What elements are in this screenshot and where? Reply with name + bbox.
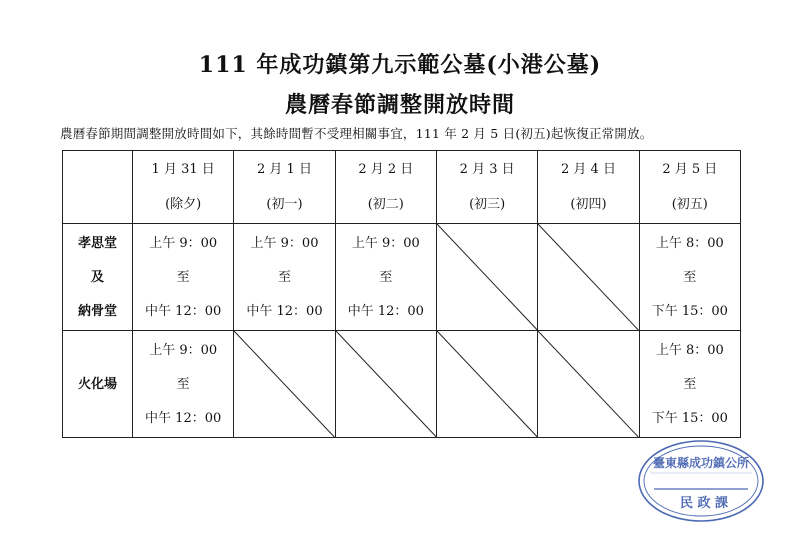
diagonal-slash <box>538 224 638 330</box>
diagonal-slash <box>437 224 537 330</box>
open-time: 上午 9：00 <box>149 342 218 358</box>
row-label-line: 及 <box>90 269 104 285</box>
close-time: 中午 12：00 <box>145 410 222 426</box>
column-header <box>335 151 436 224</box>
open-time: 上午 8：00 <box>655 342 724 358</box>
column-date: 2 月 3 日 <box>459 161 515 177</box>
intro-text: 農曆春節期間調整開放時間如下，其餘時間暫不受理相關事宜，111 年 2 月 5 日(初五)起恢復正常開放。 <box>60 126 653 141</box>
to-label: 至 <box>683 376 697 392</box>
closed-cell <box>538 224 639 331</box>
row-label <box>63 331 133 438</box>
time-cell <box>335 224 436 331</box>
close-time: 中午 12：00 <box>145 303 222 319</box>
corner-cell <box>63 151 133 224</box>
column-day: (初五) <box>671 196 708 212</box>
closed-cell <box>234 331 335 438</box>
to-label: 至 <box>176 269 190 285</box>
closed-cell <box>335 331 436 438</box>
row-label-line: 納骨堂 <box>77 303 117 319</box>
column-header <box>133 151 234 224</box>
close-time: 中午 12：00 <box>347 303 424 319</box>
column-date: 2 月 4 日 <box>561 161 616 177</box>
column-date: 2 月 1 日 <box>257 161 312 177</box>
close-time: 下午 15：00 <box>651 410 728 426</box>
close-time: 下午 15：00 <box>651 303 728 319</box>
document-title: 111 年成功鎮第九示範公墓(小港公墓) <box>198 52 602 78</box>
diagonal-slash <box>538 331 638 437</box>
column-day: (初三) <box>469 196 506 212</box>
time-cell <box>234 224 335 331</box>
diagonal-slash <box>437 331 537 437</box>
row-crematorium <box>63 331 741 438</box>
column-day: (除夕) <box>165 196 202 212</box>
stamp-dept-text: 民 政 課 <box>679 496 729 511</box>
document-subtitle: 農曆春節調整開放時間 <box>284 92 515 118</box>
to-label: 至 <box>277 269 291 285</box>
row-label-line: 孝思堂 <box>77 235 117 251</box>
open-time: 上午 9：00 <box>250 235 319 251</box>
time-cell <box>133 224 234 331</box>
row-label-line: 火化場 <box>77 376 117 392</box>
open-time: 上午 9：00 <box>351 235 420 251</box>
row-label <box>63 224 133 331</box>
time-cell <box>639 331 740 438</box>
column-day: (初二) <box>367 196 404 212</box>
column-date: 2 月 5 日 <box>662 161 718 177</box>
time-cell <box>133 331 234 438</box>
to-label: 至 <box>379 269 393 285</box>
row-memorial-hall <box>63 224 741 331</box>
closed-cell <box>436 331 537 438</box>
column-date: 2 月 2 日 <box>358 161 414 177</box>
closed-cell <box>538 331 639 438</box>
column-header <box>234 151 335 224</box>
open-time: 上午 8：00 <box>655 235 724 251</box>
time-cell <box>639 224 740 331</box>
to-label: 至 <box>176 376 190 392</box>
column-day: (初四) <box>570 196 607 212</box>
column-header <box>538 151 639 224</box>
column-day: (初一) <box>266 196 303 212</box>
official-seal-stamp <box>636 437 766 525</box>
column-header <box>436 151 537 224</box>
column-date: 1 月 31 日 <box>151 161 215 177</box>
column-header <box>639 151 740 224</box>
schedule-table <box>62 150 741 438</box>
close-time: 中午 12：00 <box>246 303 323 319</box>
diagonal-slash <box>234 331 334 437</box>
closed-cell <box>436 224 537 331</box>
stamp-agency-text: 臺東縣成功鎮公所 <box>652 456 750 470</box>
diagonal-slash <box>336 331 436 437</box>
to-label: 至 <box>683 269 697 285</box>
open-time: 上午 9：00 <box>149 235 218 251</box>
header-row <box>63 151 741 224</box>
